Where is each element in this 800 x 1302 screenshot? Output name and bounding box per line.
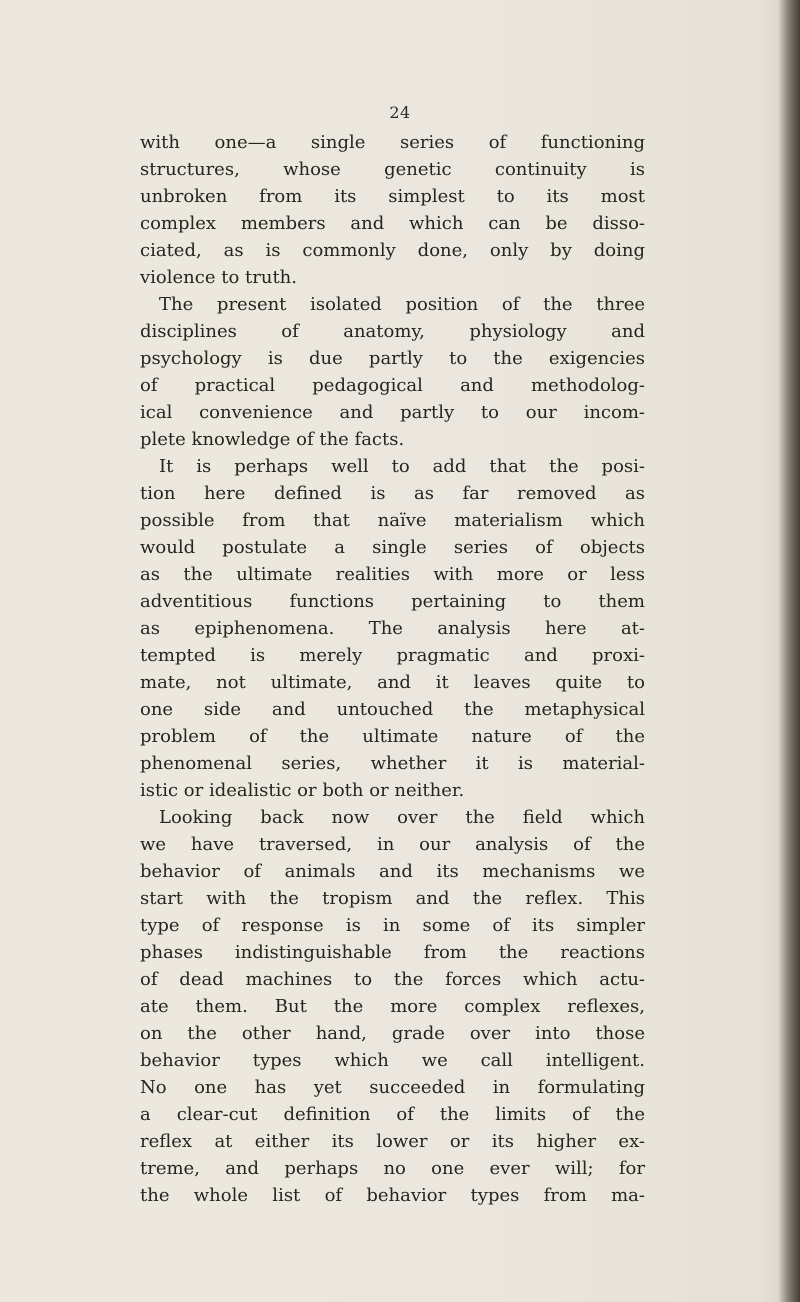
- text-line: we have traversed, in our analysis of the: [140, 834, 645, 855]
- text-line: as the ultimate realities with more or less: [140, 564, 645, 585]
- text-line: The present isolated position of the three: [159, 294, 645, 315]
- text-line: treme, and perhaps no one ever will; for: [140, 1158, 645, 1179]
- text-line: as epiphenomena. The analysis here at-: [140, 618, 645, 639]
- text-line: one side and untouched the metaphysical: [140, 699, 645, 720]
- text-line: plete knowledge of the facts.: [140, 429, 405, 450]
- page-binding-edge: [778, 0, 800, 1302]
- text-line: istic or idealistic or both or neither.: [140, 780, 465, 801]
- text-line: violence to truth.: [140, 267, 297, 288]
- text-line: ate them. But the more complex reflexes,: [140, 996, 645, 1017]
- text-line: problem of the ultimate nature of the: [140, 726, 645, 747]
- text-line: structures, whose genetic continuity is: [140, 159, 645, 180]
- text-line: on the other hand, grade over into those: [140, 1023, 645, 1044]
- text-line: Looking back now over the field which: [159, 807, 645, 828]
- text-line: mate, not ultimate, and it leaves quite to: [140, 672, 645, 693]
- text-line: start with the tropism and the reflex. This: [140, 888, 645, 909]
- text-line: a clear-cut definition of the limits of the: [140, 1104, 645, 1125]
- text-line: tion here defined is as far removed as: [140, 483, 645, 504]
- text-line: of dead machines to the forces which actu-: [140, 969, 645, 990]
- text-line: type of response is in some of its simpler: [140, 915, 645, 936]
- text-line: complex members and which can be disso-: [140, 213, 645, 234]
- text-line: phases indistinguishable from the reactions: [140, 942, 645, 963]
- text-line: would postulate a single series of objects: [140, 537, 645, 558]
- text-line: behavior types which we call intelligent.: [140, 1050, 645, 1071]
- text-line: disciplines of anatomy, physiology and: [140, 321, 645, 342]
- text-line: adventitious functions pertaining to them: [140, 591, 645, 612]
- text-line: ical convenience and partly to our incom-: [140, 402, 645, 423]
- text-line: of practical pedagogical and methodolog-: [140, 375, 645, 396]
- text-line: unbroken from its simplest to its most: [140, 186, 645, 207]
- text-line: tempted is merely pragmatic and proxi-: [140, 645, 645, 666]
- body-text: [140, 129, 645, 1209]
- text-line: It is perhaps well to add that the posi-: [159, 456, 645, 477]
- text-line: behavior of animals and its mechanisms we: [140, 861, 645, 882]
- text-line: the whole list of behavior types from ma-: [140, 1185, 645, 1206]
- text-line: reflex at either its lower or its higher ex-: [140, 1131, 645, 1152]
- text-line: ciated, as is commonly done, only by doing: [140, 240, 645, 261]
- text-line: psychology is due partly to the exigencies: [140, 348, 645, 369]
- text-line: No one has yet succeeded in formulating: [140, 1077, 645, 1098]
- text-line: phenomenal series, whether it is material-: [140, 753, 645, 774]
- text-line: with one—a single series of functioning: [140, 132, 645, 153]
- page-number: 24: [389, 103, 411, 122]
- text-line: possible from that naïve materialism which: [140, 510, 645, 531]
